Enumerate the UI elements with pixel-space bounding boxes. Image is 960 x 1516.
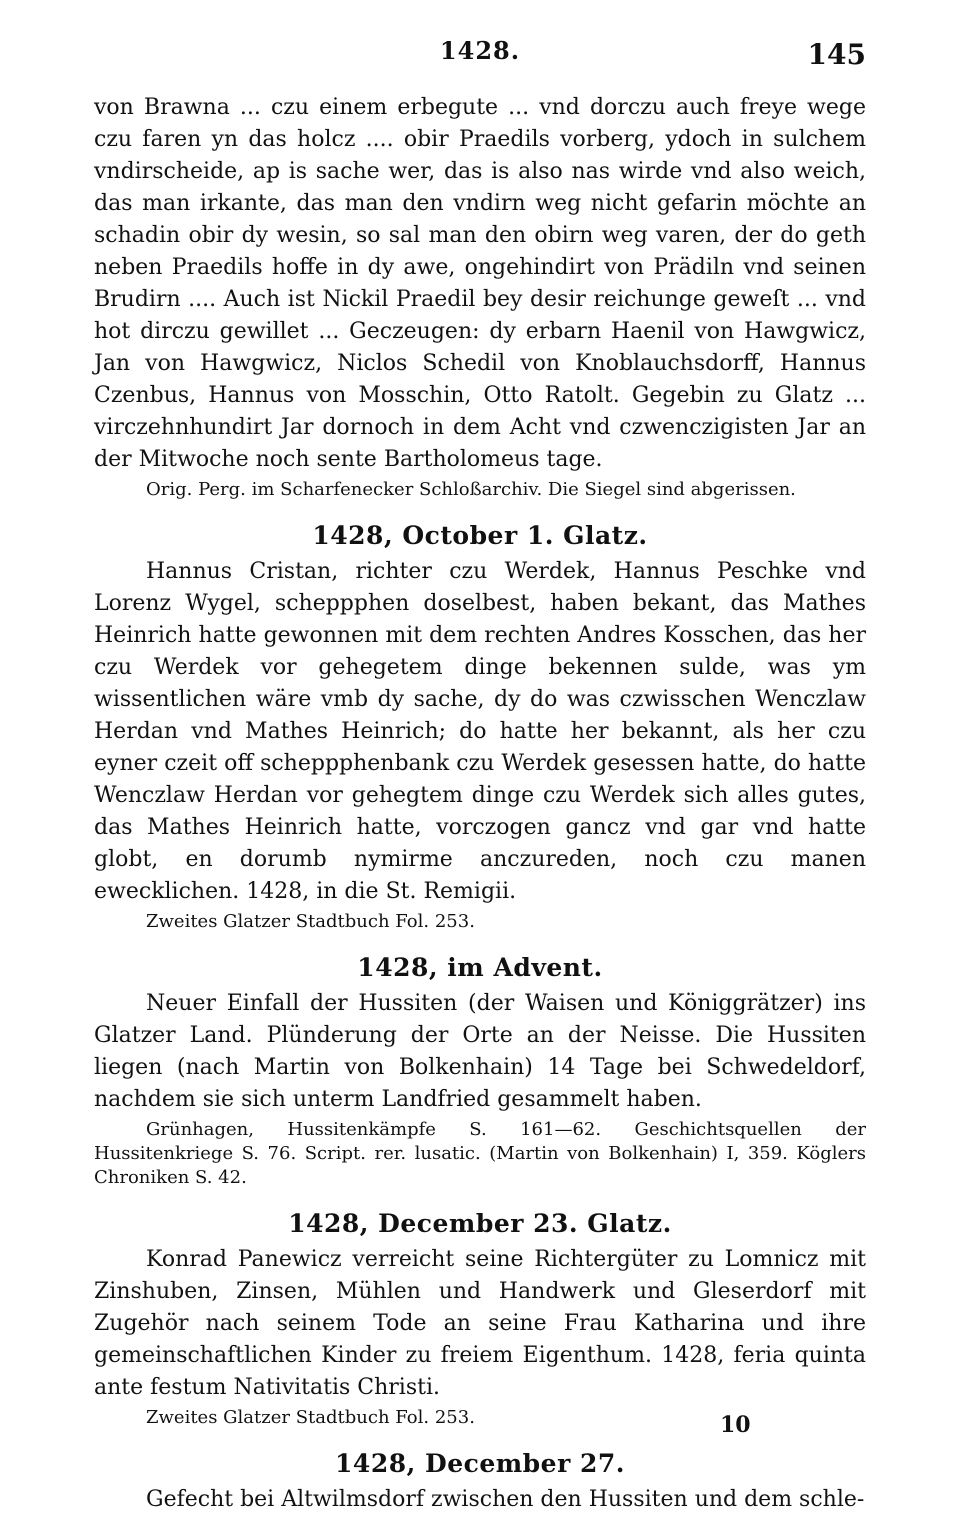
entry-text: Gefecht bei Altwilmsdorf zwischen den Hussiten und dem schle- [146,1487,865,1512]
entry-text: Neuer Einfall der Hussiten (der Waisen und Königgrätzer) ins Glatzer Land. Plünderung der Orte an der Neisse. Die Hussiten liegen (nach Martin von Bolkenhain) 14 Tage bei Schwedeldorf, nachdem sie sich unterm Landfried gesammelt haben. [94,991,866,1112]
continuation-source: Orig. Perg. im Scharfenecker Schloßarchiv. Die Siegel sind abgerissen. [146,479,796,500]
entry-december-27 [94,1448,866,1516]
entry-source: Zweites Glatzer Stadtbuch Fol. 253. [146,911,475,932]
entry-december-23 [94,1208,866,1430]
page-number: 145 [807,38,866,71]
page-body [94,92,866,1516]
entry-source: Zweites Glatzer Stadtbuch Fol. 253. [146,1407,475,1428]
entry-heading: 1428, December 27. [335,1449,625,1478]
running-head [94,32,866,72]
entry-source: Grünhagen, Hussitenkämpfe S. 161—62. Geschichtsquellen der Hussitenkriege S. 76. Script. rer. lusatic. (Martin von Bolkenhain) I, 359. Köglers Chroniken S. 42. [94,1119,866,1188]
entry-advent [94,952,866,1190]
running-head-year: 1428. [439,36,521,65]
entry-october-1 [94,520,866,934]
entry-text: Hannus Cristan, richter czu Werdek, Hannus Peschke vnd Lorenz Wygel, scheppphen doselbest, haben bekant, das Mathes Heinrich hatte gewonnen mit dem rechten Andres Kosschen, das her czu Werdek vor gehegetem dinge bekennen sulde, was ym wissentlichen wäre vmb dy sache, dy do was czwisschen Wenczlaw Herdan vnd Mathes Heinrich; do hatte her bekannt, als her czu eyner czeit off scheppphenbank czu Werdek gesessen hatte, do hatte Wenczlaw Herdan vor gehegtem dinge czu Werdek sich alles gutes, das Mathes Heinrich hatte, vorczogen gancz vnd gar vnd hatte globt, en dorumb nymirme anczureden, noch czu manen ewecklichen. 1428, in die St. Remigii. [94,559,866,904]
entry-heading: 1428, im Advent. [357,953,603,982]
signature-mark: 10 [720,1412,751,1438]
entry-text: Konrad Panewicz verreicht seine Richtergüter zu Lomnicz mit Zinshuben, Zinsen, Mühlen und Handwerk und Gleserdorf mit Zugehör nach seinem Tode an seine Frau Katharina und ihre gemeinschaftlichen Kinder zu freiem Eigenthum. 1428, feria quinta ante festum Nativitatis Christi. [94,1247,866,1400]
continuation-text: von Brawna ... czu einem erbegute ... vnd dorczu auch freye wege czu faren yn das holcz .... obir Praedils vorberg, ydoch in sulchem vndirscheide, ap is sache wer, das is also nas wirde vnd also weich, das man irkante, das man den vndirn weg nicht gefarin möchte an schadin obir dy wesin, so sal man den obirn weg varen, der do geth neben Praedils hoffe in dy awe, ongehindirt von Prädiln vnd seinen Brudirn .... Auch ist Nickil Praedil bey desir reichunge geweſt ... vnd hot dirczu gewillet ... Geczeugen: dy erbarn Haenil von Hawgwicz, Jan von Hawgwicz, Niclos Schedil von Knoblauchsdorff, Hannus Czenbus, Hannus von Mosschin, Otto Ratolt. Gegebin zu Glatz ... virczehnhundirt Jar dornoch in dem Acht vnd czwenczigisten Jar an der Mitwoche noch sente Bartholomeus tage. [94,95,866,472]
entry-heading: 1428, October 1. Glatz. [312,521,648,550]
entry-heading: 1428, December 23. Glatz. [288,1209,672,1238]
